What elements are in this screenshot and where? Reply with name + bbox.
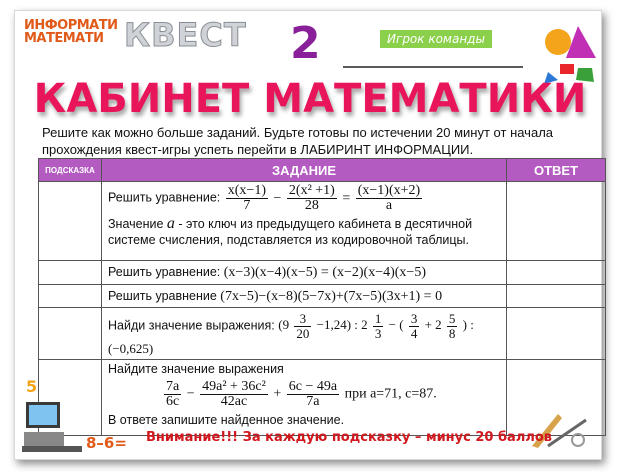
answer-cell[interactable]	[507, 261, 606, 285]
expression-formula: $\frac{7a}{6c}$ − $\frac{\text{49a² + 36c²}}{42ac}$ + $\frac{6c - 49a}{7a}$ при а=71, с=87.	[166, 379, 437, 409]
task-cell	[102, 308, 507, 360]
warning-text: Внимание!!! За каждую подсказку – минус 20 баллов	[146, 430, 553, 445]
task-label: Решить уравнение:	[108, 190, 221, 205]
task-label: Решить уравнение	[108, 289, 217, 303]
column-header-task: ЗАДАНИЕ	[102, 159, 507, 182]
task-cell	[102, 360, 507, 436]
svg-text:8–6=: 8–6=	[86, 434, 127, 452]
computer-clipart-icon	[22, 376, 132, 456]
table-header-row	[39, 159, 606, 182]
column-header-hint: ПОДСКАЗКА	[39, 159, 102, 182]
svg-text:5: 5	[26, 377, 38, 396]
task-cell	[102, 285, 507, 308]
table-row	[39, 285, 606, 308]
task-label: Найдите значение выражения	[108, 362, 284, 376]
hint-cell[interactable]	[39, 308, 102, 360]
hint-cell[interactable]	[39, 261, 102, 285]
room-number: 2	[290, 18, 321, 69]
logo-quest: КВЕСТ	[124, 16, 247, 54]
instructions-text: Решите как можно больше заданий. Будьте готовы по истечении 20 минут от начала прохождения квест-игры успеть перейти в ЛАБИРИНТ ИНФОРМАЦИИ.	[42, 125, 554, 157]
equation-formula: $\frac{x(x-1)}{7}$ − $\frac{\text{2(x² +1)}}{28}$ = $\frac{(x-1)(x+2)}{a}$	[227, 183, 421, 213]
task-note: Значение a - это ключ из предыдущего кабинета в десятичной системе счисления, подставляется из кодировочной таблицы.	[108, 215, 473, 247]
answer-cell[interactable]	[507, 285, 606, 308]
task-label: Решить уравнение:	[108, 265, 221, 279]
column-header-answer: ОТВЕТ	[507, 159, 606, 182]
task-label: Найди значение выражения:	[108, 318, 275, 333]
task-note: В ответе запишите найденное значение.	[108, 413, 345, 427]
player-name-line	[343, 66, 523, 68]
equation-formula: (7x−5)−(x−8)(5−7x)+(7x−5)(3x+1) = 0	[220, 289, 443, 304]
logo-line-2: МАТЕМАТИ	[24, 31, 104, 46]
task-cell	[102, 182, 507, 261]
equation-formula: (x−3)(x−4)(x−5) = (x−2)(x−4)(x−5)	[223, 265, 426, 280]
table-row	[39, 182, 606, 261]
player-label: Игрок команды	[380, 30, 492, 48]
task-cell	[102, 261, 507, 285]
answer-cell[interactable]	[507, 182, 606, 261]
hint-cell[interactable]	[39, 182, 102, 261]
answer-cell[interactable]	[507, 308, 606, 360]
expression-formula: (9 $\frac{3}{20}$ −1,24) : 2 $\frac{1}{3}$ − ( $\frac{3}{4}$ + 2 $\frac{5}{8}$ ) : (−0,625)	[108, 311, 474, 356]
hint-cell[interactable]	[39, 285, 102, 308]
table-row	[39, 308, 606, 360]
page-title: КАБИНЕТ МАТЕМАТИКИ	[33, 76, 587, 122]
table-row	[39, 261, 606, 285]
logo-line-1: ИНФОРМАТИ	[24, 18, 118, 33]
